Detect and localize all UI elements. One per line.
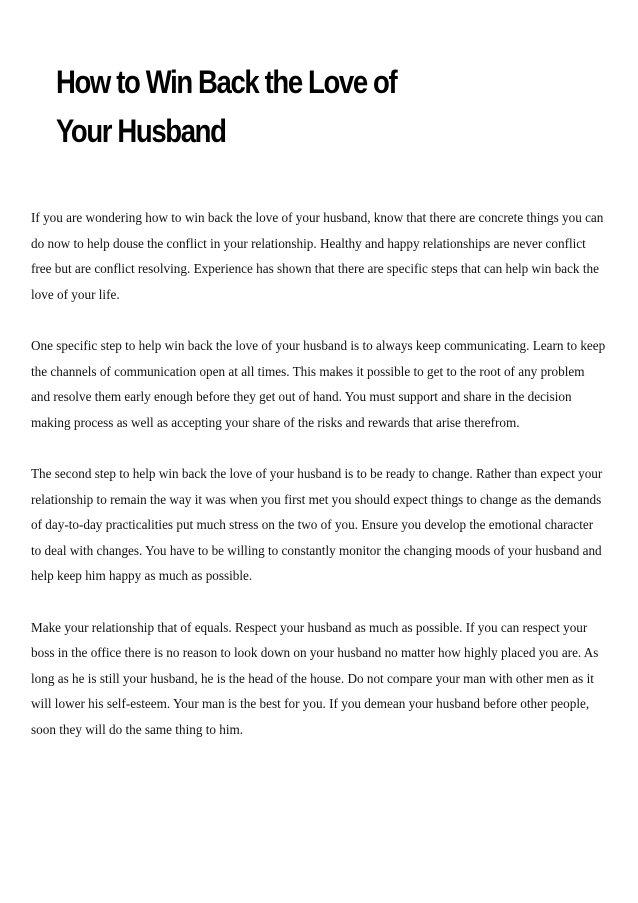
title-line-1: How to Win Back the Love of bbox=[56, 64, 397, 100]
document-body bbox=[31, 205, 606, 768]
title-line-2: Your Husband bbox=[56, 113, 226, 149]
paragraph-communication: One specific step to help win back the love of your husband is to always keep communicating. Learn to keep the channels of communication open at all times. This makes it possible to get to the root of any problem and resolve them early enough before they get out of hand. You must support and share in the decision making process as well as accepting your share of the risks and rewards that arise therefrom. bbox=[31, 337, 606, 430]
paragraph-change: The second step to help win back the love of your husband is to be ready to change. Rather than expect your relationship to remain the way it was when you first met you should expect things to change as the demands of day-to-day practicalities put much stress on the two of you. Ensure you develop the emotional character to deal with changes. You have to be willing to constantly monitor the changing moods of your husband and help keep him happy as much as possible. bbox=[31, 465, 603, 584]
page-title bbox=[56, 58, 503, 156]
paragraph-equals: Make your relationship that of equals. Respect your husband as much as possible. If you can respect your boss in the office there is no reason to look down on your husband no matter how highly placed you are. As long as he is still your husband, he is the head of the house. Do not compare your man with other men as it will lower his self-esteem. Your man is the best for you. If you demean your husband before other people, soon they will do the same thing to him. bbox=[31, 619, 599, 737]
paragraph-intro: If you are wondering how to win back the love of your husband, know that there are concrete things you can do now to help douse the conflict in your relationship. Healthy and happy relationships are never conflict free but are conflict resolving. Experience has shown that there are specific steps that can help win back the love of your life. bbox=[31, 210, 604, 302]
